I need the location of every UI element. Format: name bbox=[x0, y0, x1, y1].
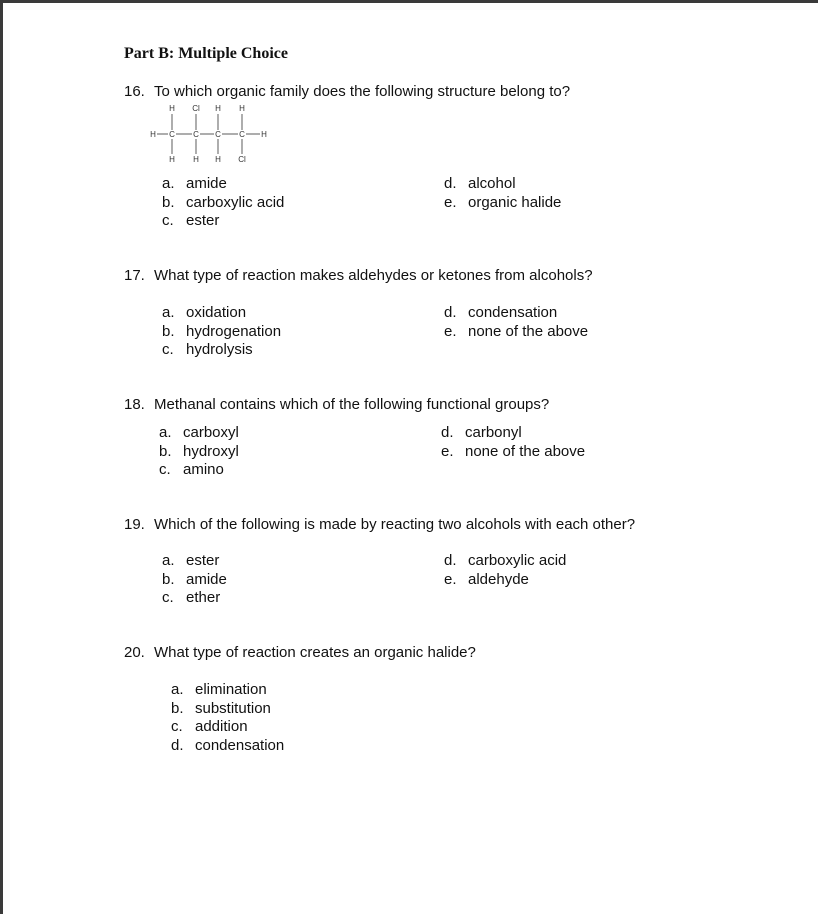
answer-option: b. hydroxyl bbox=[159, 442, 239, 460]
atom-label: H bbox=[215, 155, 221, 163]
section-title: Part B: Multiple Choice bbox=[124, 45, 288, 62]
answer-option: a. ester bbox=[162, 552, 220, 569]
question-18 bbox=[124, 396, 549, 414]
option-list bbox=[171, 681, 284, 755]
atom-label: H bbox=[215, 104, 221, 113]
atom-label: H bbox=[150, 130, 156, 139]
answer-option: e. none of the above bbox=[444, 322, 589, 340]
answer-option: b. carboxylic acid bbox=[162, 193, 285, 211]
question-text: Which of the following is made by reacting two alcohols with each other? bbox=[154, 516, 636, 533]
answer-option: c. ether bbox=[162, 589, 221, 606]
question-19 bbox=[124, 516, 635, 534]
atom-label: H bbox=[193, 155, 199, 163]
atom-label: Cl bbox=[192, 104, 200, 113]
question-number: 17. bbox=[124, 267, 145, 284]
question-16 bbox=[124, 83, 570, 101]
answer-option: d. alcohol bbox=[444, 175, 516, 192]
option-list-right bbox=[444, 175, 561, 212]
question-17 bbox=[124, 267, 593, 285]
option-list-right bbox=[444, 552, 566, 589]
answer-option: c. amino bbox=[159, 461, 224, 478]
question-number: 20. bbox=[124, 644, 145, 661]
option-list-right bbox=[444, 304, 588, 341]
answer-option: e. none of the above bbox=[441, 442, 586, 460]
answer-option: c. hydrolysis bbox=[162, 341, 253, 358]
answer-option: a. oxidation bbox=[162, 304, 247, 321]
answer-option: a. elimination bbox=[171, 681, 267, 698]
atom-label: C bbox=[215, 130, 221, 139]
answer-option: a. amide bbox=[162, 175, 227, 192]
question-text: What type of reaction creates an organic halide? bbox=[154, 644, 476, 661]
answer-option: b. hydrogenation bbox=[162, 322, 282, 340]
atom-label: Cl bbox=[238, 155, 246, 163]
option-list-left bbox=[162, 552, 227, 608]
answer-option: d. carbonyl bbox=[441, 424, 522, 441]
structural-formula bbox=[143, 101, 273, 163]
answer-option: b. amide bbox=[162, 570, 227, 588]
answer-option: d. condensation bbox=[171, 736, 285, 754]
option-list-left bbox=[162, 175, 284, 231]
question-20 bbox=[124, 644, 476, 662]
atom-label: C bbox=[169, 130, 175, 139]
question-number: 19. bbox=[124, 516, 145, 533]
option-list-left bbox=[162, 304, 281, 360]
atom-label: C bbox=[239, 130, 245, 139]
document-page bbox=[3, 3, 818, 914]
question-text: To which organic family does the following structure belong to? bbox=[154, 83, 571, 100]
answer-option: c. ester bbox=[162, 212, 220, 229]
question-number: 18. bbox=[124, 396, 145, 413]
question-text: What type of reaction makes aldehydes or ketones from alcohols? bbox=[154, 267, 593, 284]
question-text: Methanal contains which of the following functional groups? bbox=[154, 396, 550, 413]
answer-option: a. carboxyl bbox=[159, 424, 239, 441]
atom-label: H bbox=[261, 130, 267, 139]
atom-label: H bbox=[169, 155, 175, 163]
answer-option: d. carboxylic acid bbox=[444, 552, 567, 569]
atom-label: H bbox=[169, 104, 175, 113]
option-list-right bbox=[441, 424, 585, 461]
atom-label: C bbox=[193, 130, 199, 139]
atom-label: H bbox=[239, 104, 245, 113]
question-number: 16. bbox=[124, 83, 145, 100]
answer-option: c. addition bbox=[171, 718, 248, 735]
answer-option: d. condensation bbox=[444, 304, 558, 321]
answer-option: e. organic halide bbox=[444, 193, 562, 211]
option-list-left bbox=[159, 424, 239, 480]
answer-option: b. substitution bbox=[171, 699, 271, 717]
answer-option: e. aldehyde bbox=[444, 570, 529, 588]
